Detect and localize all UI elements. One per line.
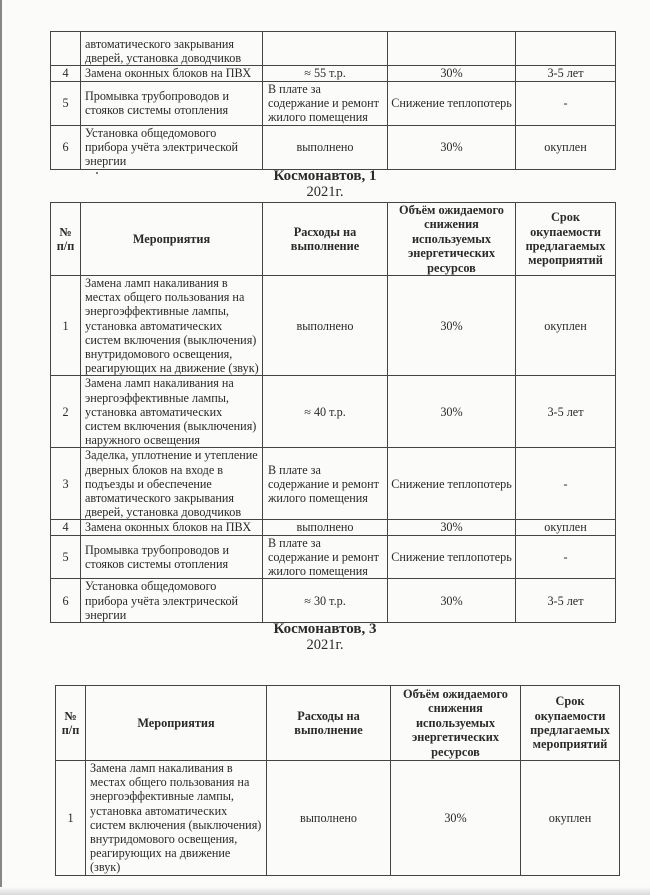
- row-cost: ≈ 30 т.р.: [263, 579, 388, 623]
- row-num: 2: [51, 376, 81, 448]
- row-activity: Замена ламп накаливания на энергоэффективные лампы, установка автоматических систем включения (выключения) наружного освещения: [81, 376, 263, 448]
- header-num: № п/п: [56, 686, 86, 761]
- row-reduction: 30%: [388, 579, 516, 623]
- header-cost: Расходы на выполнение: [267, 686, 391, 761]
- row-num: 6: [51, 125, 81, 169]
- header-num: № п/п: [51, 203, 81, 276]
- row-num: 6: [51, 579, 81, 623]
- measures-table-2: [55, 685, 620, 876]
- row-reduction: Снижение теплопотерь: [388, 448, 516, 520]
- row-num: 4: [51, 520, 81, 535]
- row-payback: 3-5 лет: [516, 579, 616, 623]
- row-num: 5: [51, 535, 81, 579]
- row-cost: ≈ 55 т.р.: [263, 66, 388, 82]
- row-num: [51, 32, 81, 66]
- prev-table: [50, 31, 616, 170]
- scan-edge: [0, 0, 2, 895]
- table-header-row: [56, 686, 620, 761]
- row-activity: Замена оконных блоков на ПВХ: [81, 66, 263, 82]
- row-num: 4: [51, 66, 81, 82]
- row-activity: Промывка трубопроводов и стояков системы отопления: [81, 535, 263, 579]
- row-num: 1: [51, 276, 81, 376]
- row-cost: выполнено: [263, 520, 388, 535]
- row-cost: [263, 32, 388, 66]
- row-activity: Промывка трубопроводов и стояков системы отопления: [81, 82, 263, 126]
- section-title: Космонавтов, 1: [273, 168, 377, 184]
- table-row: [51, 520, 616, 535]
- header-activity: Мероприятия: [81, 203, 263, 276]
- row-payback: окуплен: [521, 761, 620, 876]
- row-reduction: 30%: [388, 376, 516, 448]
- row-reduction: 30%: [388, 125, 516, 169]
- row-activity: Установка общедомового прибора учёта электрической энергии: [81, 125, 263, 169]
- row-activity: Замена ламп накаливания в местах общего пользования на энергоэффективные лампы, установка автоматических систем включения (выключения) внутридомового освещения, реагирующих на движение (звук): [81, 276, 263, 376]
- table-row: [51, 376, 616, 448]
- row-payback: [516, 32, 616, 66]
- section-title: Космонавтов, 3: [273, 621, 377, 637]
- row-cost: выполнено: [263, 125, 388, 169]
- row-reduction: 30%: [391, 761, 521, 876]
- section-year: 2021г.: [306, 637, 344, 653]
- table-row: [56, 761, 620, 876]
- header-cost: Расходы на выполнение: [263, 203, 388, 276]
- row-activity: Заделка, уплотнение и утепление дверных блоков на входе в подъезды и обеспечение автоматического закрывания дверей, установка доводчиков: [81, 448, 263, 520]
- table-row: [51, 66, 616, 82]
- header-payback: Срок окупаемости предлагаемых мероприятий: [516, 203, 616, 276]
- row-reduction: 30%: [388, 66, 516, 82]
- table-row: [51, 125, 616, 169]
- row-payback: 3-5 лет: [516, 376, 616, 448]
- row-num: 5: [51, 82, 81, 126]
- header-payback: Срок окупаемости предлагаемых мероприятий: [521, 686, 620, 761]
- table-row: [51, 276, 616, 376]
- row-activity: Установка общедомового прибора учёта электрической энергии: [81, 579, 263, 623]
- table-row: [51, 535, 616, 579]
- row-payback: окуплен: [516, 276, 616, 376]
- row-payback: -: [516, 535, 616, 579]
- row-reduction: [388, 32, 516, 66]
- row-reduction: 30%: [388, 276, 516, 376]
- header-reduction: Объём ожидаемого снижения используемых энергетических ресурсов: [391, 686, 521, 761]
- row-payback: окуплен: [516, 520, 616, 535]
- header-reduction: Объём ожидаемого снижения используемых энергетических ресурсов: [388, 203, 516, 276]
- row-activity: автоматического закрывания дверей, установка доводчиков: [81, 32, 263, 66]
- row-activity: Замена ламп накаливания в местах общего пользования на энергоэффективные лампы, установка автоматических систем включения (выключения) внутридомового освещения, реагирующих на движение (звук): [86, 761, 267, 876]
- row-activity: Замена оконных блоков на ПВХ: [81, 520, 263, 535]
- row-num: 1: [56, 761, 86, 876]
- table-row: [51, 579, 616, 623]
- table-header-row: [51, 203, 616, 276]
- row-cost: В плате за содержание и ремонт жилого помещения: [263, 448, 388, 520]
- row-num: 3: [51, 448, 81, 520]
- row-reduction: Снижение теплопотерь: [388, 535, 516, 579]
- row-cost: В плате за содержание и ремонт жилого помещения: [263, 82, 388, 126]
- table-row: [51, 82, 616, 126]
- scan-edge-bottom: [0, 887, 650, 895]
- row-payback: 3-5 лет: [516, 66, 616, 82]
- table-row: [51, 448, 616, 520]
- table-row: [51, 32, 616, 66]
- row-reduction: 30%: [388, 520, 516, 535]
- row-payback: -: [516, 82, 616, 126]
- header-activity: Мероприятия: [86, 686, 267, 761]
- section-year: 2021г.: [306, 184, 344, 200]
- row-payback: -: [516, 448, 616, 520]
- row-cost: В плате за содержание и ремонт жилого помещения: [263, 535, 388, 579]
- row-cost: выполнено: [267, 761, 391, 876]
- row-cost: выполнено: [263, 276, 388, 376]
- measures-table-1: [50, 202, 616, 623]
- row-reduction: Снижение теплопотерь: [388, 82, 516, 126]
- row-payback: окуплен: [516, 125, 616, 169]
- row-cost: ≈ 40 т.р.: [263, 376, 388, 448]
